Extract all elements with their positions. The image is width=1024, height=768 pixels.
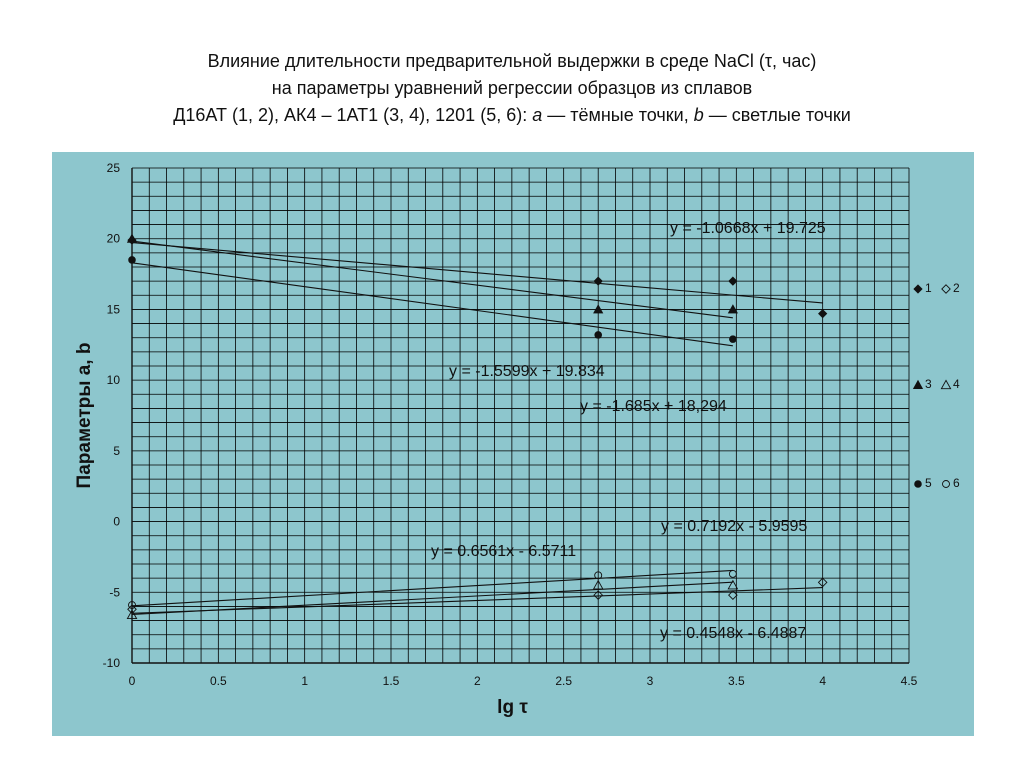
title-a: a: [532, 105, 543, 125]
y-tick-label: 15: [106, 302, 120, 317]
chart-title: [0, 48, 1024, 129]
trendline-equation: y = 0.4548x - 6.4887: [660, 625, 807, 642]
data-point-series-3: [127, 234, 136, 242]
trendline-equation: y = -1.5599x + 19.834: [449, 363, 605, 380]
y-tick-label: 0: [113, 514, 120, 529]
legend-marker-3: [913, 380, 922, 388]
trendline-equation: y = -1.0668x + 19.725: [670, 220, 826, 237]
y-tick-label: -5: [109, 585, 120, 600]
y-tick-label: -10: [102, 656, 120, 670]
legend-marker-6: [943, 481, 950, 488]
x-tick-label: 4.5: [900, 674, 918, 688]
trendline-equation: y = 0.6561x - 6.5711: [431, 543, 577, 560]
data-point-series-3: [594, 305, 603, 313]
legend-label-2: 2: [953, 281, 960, 295]
x-tick-label: 4: [819, 674, 827, 688]
x-tick-label: 0.5: [209, 674, 227, 688]
legend-marker-5: [915, 481, 922, 488]
x-tick-label: 0: [128, 674, 136, 688]
y-tick-label: 10: [106, 373, 120, 388]
trendline-equation: y = 0.7192x - 5.9595: [661, 518, 808, 535]
legend-label-1: 1: [925, 281, 932, 295]
legend-label-3: 3: [925, 377, 932, 391]
trendline: [132, 263, 733, 346]
data-point-series-5: [595, 331, 602, 338]
data-point-series-6: [729, 570, 736, 577]
title-line-1: Влияние длительности предварительной выдержки в среде NaCl (τ, час): [207, 51, 817, 71]
title-line-3-mid: — тёмные точки,: [542, 105, 694, 125]
title-line-3-end: — светлые точки: [703, 105, 851, 125]
y-tick-label: 20: [106, 231, 120, 246]
trendline: [132, 570, 733, 605]
title-line-3-start: Д16АТ (1, 2), АК4 – 1АТ1 (3, 4), 1201 (5, 6):: [173, 105, 533, 125]
x-tick-label: 3: [646, 674, 654, 688]
x-tick-label: 1: [301, 674, 309, 688]
x-tick-label: 2.5: [555, 674, 573, 688]
legend-marker-1: [914, 285, 922, 293]
x-tick-label: 1.5: [382, 674, 400, 688]
title-line-3: [0, 102, 1024, 129]
legend-label-4: 4: [953, 377, 960, 391]
x-axis-label: lg τ: [497, 697, 528, 718]
legend-marker-2: [942, 285, 950, 293]
y-tick-label: 5: [113, 443, 120, 458]
x-tick-label: 3.5: [727, 674, 745, 688]
legend-label-6: 6: [953, 476, 960, 490]
data-point-series-5: [729, 336, 736, 343]
x-tick-label: 2: [473, 674, 481, 688]
data-point-series-5: [129, 256, 136, 263]
y-axis-label: Параметры a, b: [74, 342, 95, 489]
title-b: b: [693, 105, 704, 125]
data-point-series-1: [729, 277, 737, 285]
legend-marker-4: [941, 380, 950, 388]
legend-label-5: 5: [925, 476, 932, 490]
trendline-equation: y = -1.685x + 18,294: [580, 398, 727, 415]
y-tick-label: 25: [106, 161, 120, 175]
title-line-2: на параметры уравнений регрессии образцов из сплавов: [271, 78, 753, 98]
chart-svg: [52, 152, 974, 736]
data-point-series-1: [818, 309, 826, 317]
